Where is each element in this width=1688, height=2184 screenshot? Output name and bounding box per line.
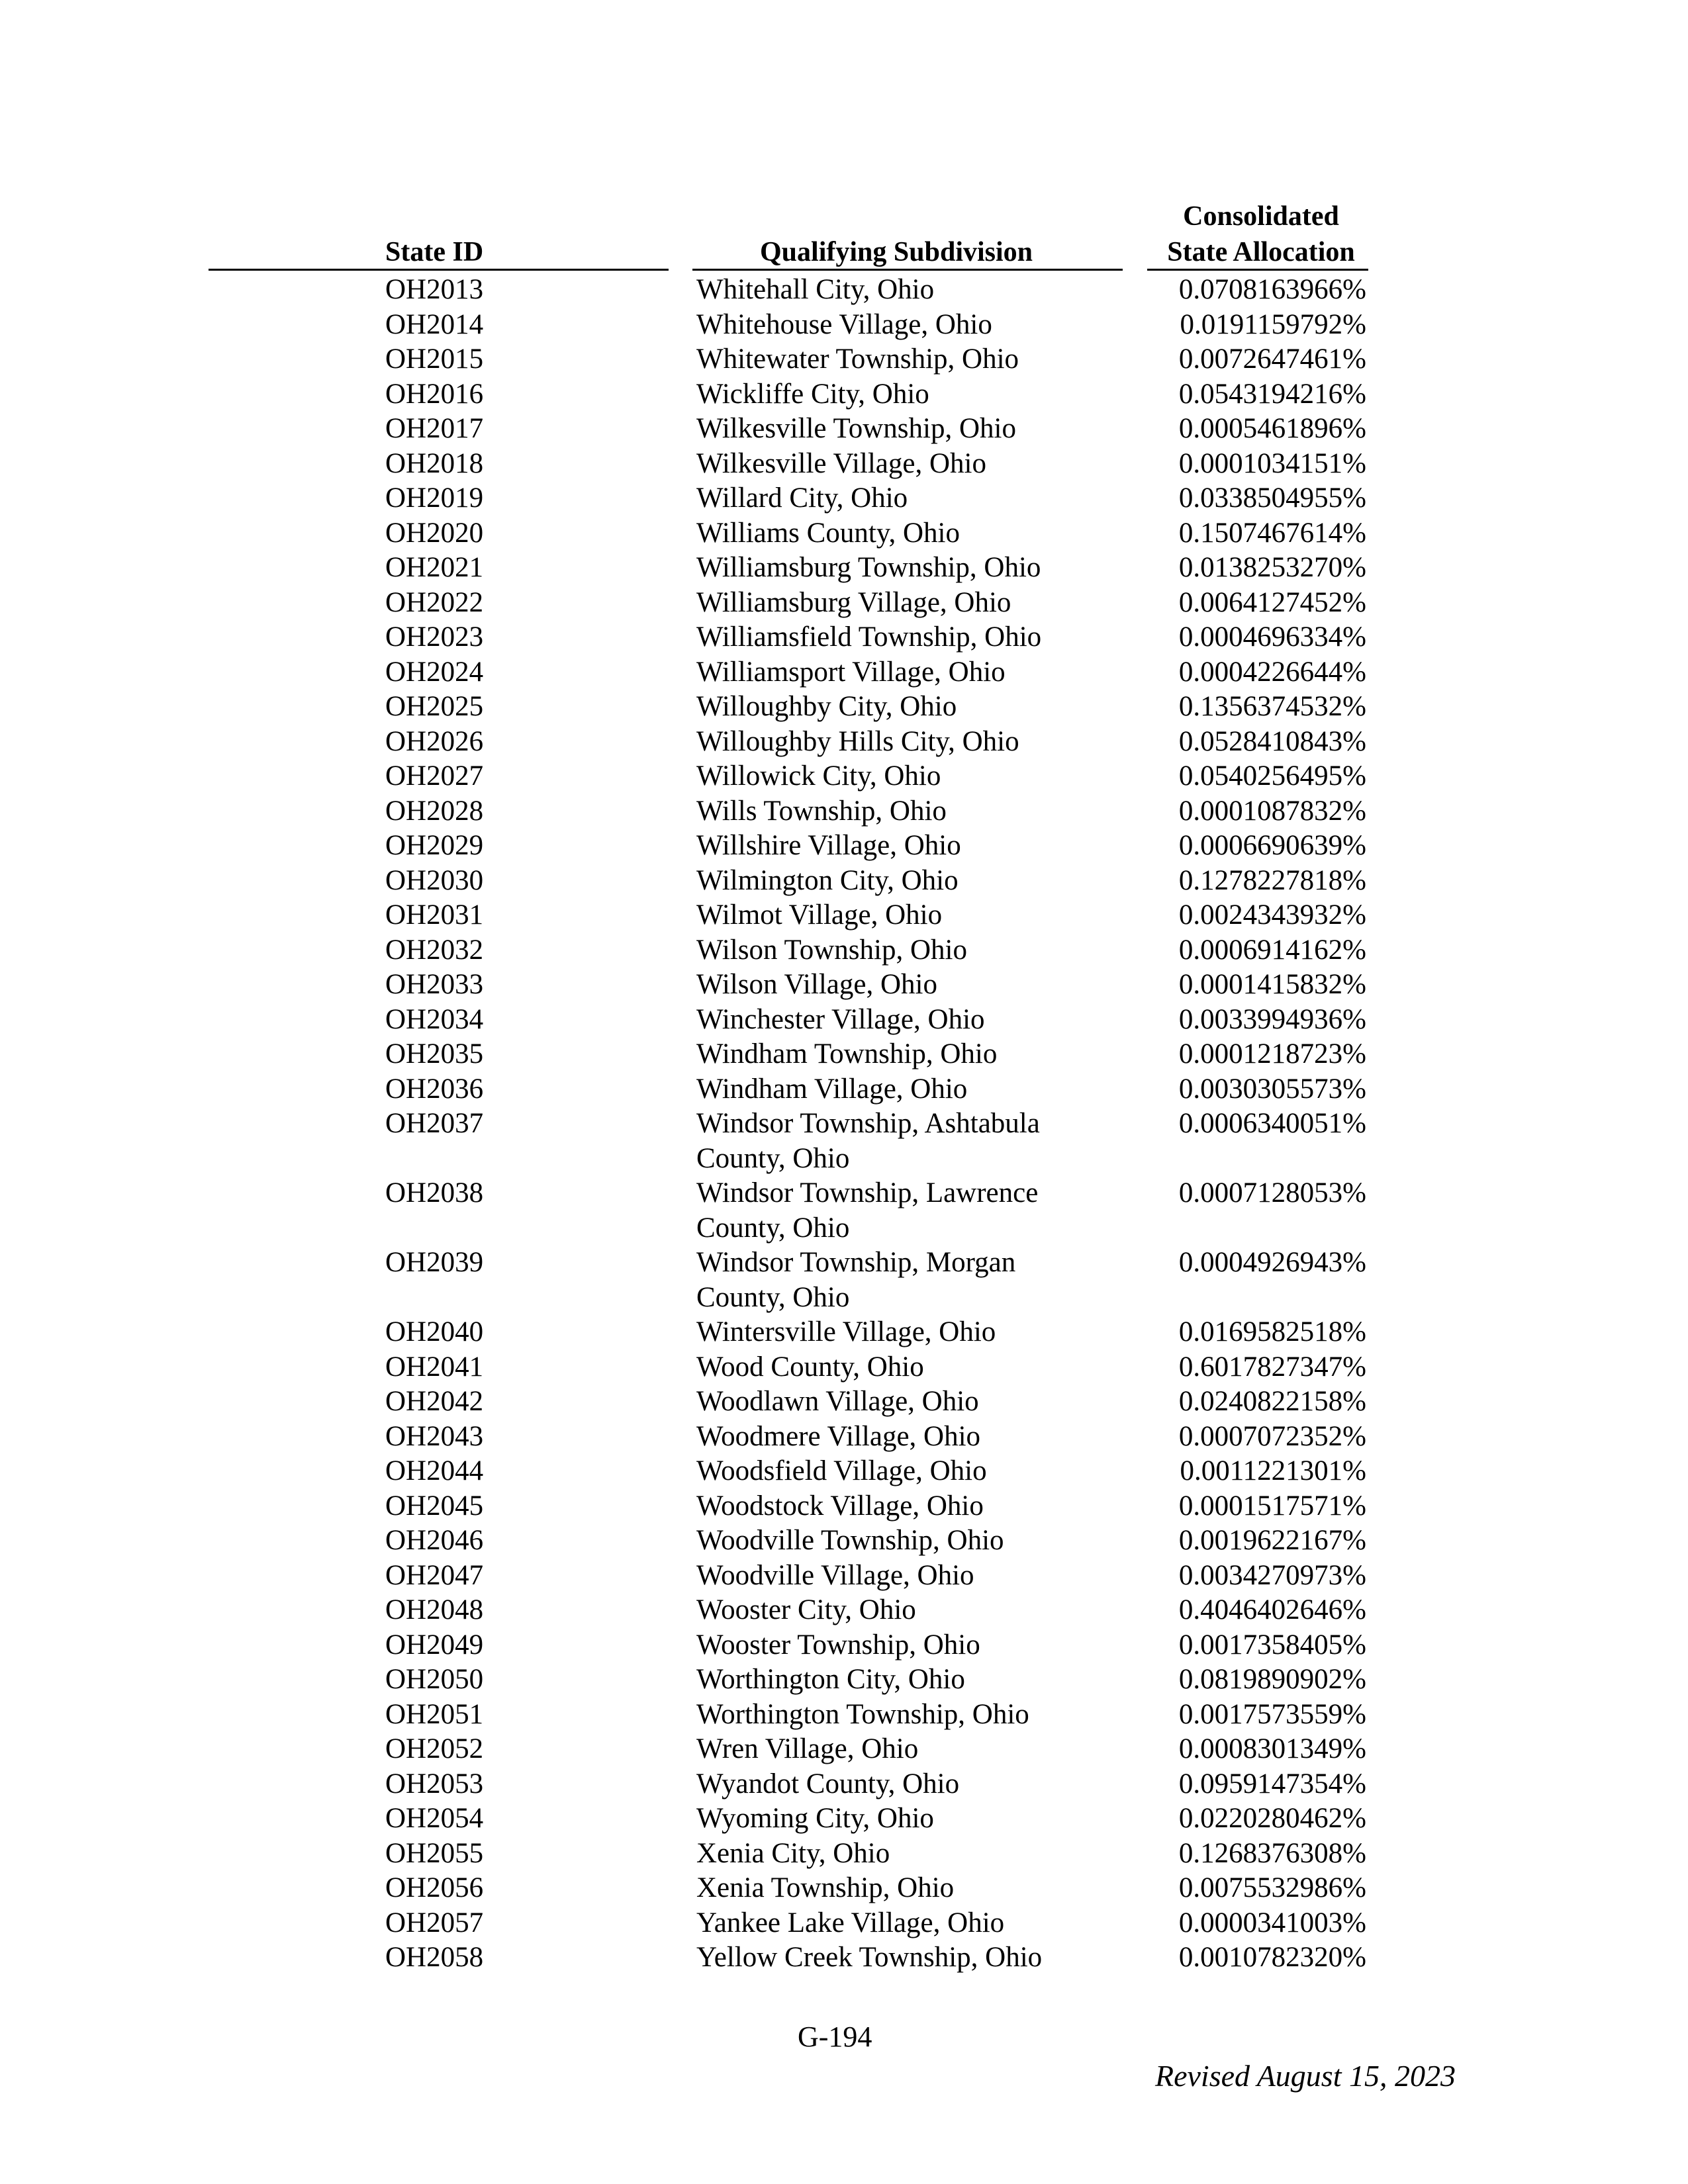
subdivision-cell [696,377,1120,412]
allocation-cell: 0.1507467614% [1178,517,1366,549]
subdivision-cell [696,1107,1120,1176]
subdivision-cell [696,412,1120,447]
state-id-cell: OH2057 [385,1907,484,1938]
subdivision-cell [696,1385,1120,1420]
state-id-cell: OH2028 [385,795,484,827]
state-id-cell: OH2027 [385,760,484,792]
allocation-cell: 0.0007072352% [1178,1420,1366,1452]
state-id-cell: OH2054 [385,1803,484,1834]
state-id-cell: OH2017 [385,413,484,444]
state-id-cell: OH2024 [385,656,484,688]
subdivision-line: Wills Township, Ohio [696,795,947,827]
subdivision-cell [696,725,1120,760]
subdivision-line: Willoughby City, Ohio [696,691,957,722]
subdivision-cell [696,620,1120,655]
subdivision-line: Wickliffe City, Ohio [696,378,929,410]
allocation-cell: 0.0034270973% [1178,1559,1366,1591]
header-qualifying-subdivision: Qualifying Subdivision [760,237,1033,267]
table-row [0,516,1688,551]
header-state-id: State ID [385,237,484,267]
subdivision-line: Wilkesville Village, Ohio [696,447,986,479]
state-id-cell: OH2038 [385,1177,484,1208]
table-row [0,1003,1688,1038]
allocation-cell: 0.0000341003% [1178,1907,1366,1938]
allocation-cell: 0.0072647461% [1178,343,1366,375]
subdivision-cell [696,1698,1120,1733]
header-rule-allocation [1147,269,1368,271]
subdivision-line: Wintersville Village, Ohio [696,1316,996,1347]
allocation-cell: 0.0220280462% [1178,1803,1366,1834]
subdivision-line: Wilmington City, Ohio [696,864,959,896]
table-row [0,794,1688,829]
allocation-cell: 0.0075532986% [1178,1872,1366,1903]
subdivision-cell [696,1871,1120,1906]
subdivision-cell [696,1767,1120,1802]
subdivision-line: Williams County, Ohio [696,517,961,549]
allocation-cell: 0.0338504955% [1178,482,1366,514]
allocation-cell: 0.1268376308% [1178,1837,1366,1869]
table-row [0,1767,1688,1802]
subdivision-cell [696,1072,1120,1107]
allocation-cell: 0.0007128053% [1178,1177,1366,1208]
table-row [0,1072,1688,1107]
table-row [0,759,1688,794]
state-id-cell: OH2050 [385,1664,484,1695]
subdivision-line: Winchester Village, Ohio [696,1003,985,1035]
subdivision-line: Worthington Township, Ohio [696,1698,1029,1730]
table-row [0,1489,1688,1524]
subdivision-line: Worthington City, Ohio [696,1664,965,1695]
allocation-cell: 0.0011221301% [1180,1455,1366,1486]
table-row [0,620,1688,655]
subdivision-line: Whitewater Township, Ohio [696,343,1019,375]
state-id-cell: OH2036 [385,1073,484,1105]
table-row [0,1628,1688,1663]
subdivision-cell [696,481,1120,516]
table-row [0,377,1688,412]
state-id-cell: OH2029 [385,830,484,861]
table-row [0,273,1688,308]
subdivision-cell [696,1593,1120,1628]
subdivision-cell [696,1837,1120,1872]
table-row [0,1454,1688,1489]
table-row [0,1906,1688,1941]
allocation-cell: 0.0008301349% [1178,1733,1366,1764]
subdivision-line: Wooster City, Ohio [696,1594,916,1625]
subdivision-cell [696,759,1120,794]
subdivision-cell [696,1489,1120,1524]
state-id-cell: OH2041 [385,1351,484,1383]
allocation-cell: 0.0001034151% [1178,447,1366,479]
table-row [0,725,1688,760]
subdivision-cell [696,864,1120,899]
allocation-cell: 0.1278227818% [1178,864,1366,896]
state-id-cell: OH2051 [385,1698,484,1730]
allocation-cell: 0.0959147354% [1178,1768,1366,1799]
table-row [0,829,1688,864]
subdivision-line: Windsor Township, Lawrence [696,1177,1039,1208]
subdivision-cell [696,1350,1120,1385]
subdivision-cell [696,1454,1120,1489]
subdivision-line: Xenia Township, Ohio [696,1872,955,1903]
page-number: G-194 [798,2021,872,2053]
subdivision-line: Wooster Township, Ohio [696,1629,980,1661]
table-row [0,1524,1688,1559]
table-row [0,1037,1688,1072]
state-id-cell: OH2021 [385,552,484,583]
state-id-cell: OH2030 [385,864,484,896]
subdivision-line: County, Ohio [696,1281,850,1313]
subdivision-line: Windham Village, Ohio [696,1073,968,1105]
table-row [0,1559,1688,1594]
subdivision-cell [696,1628,1120,1663]
subdivision-line: Yellow Creek Township, Ohio [696,1942,1043,1973]
state-id-cell: OH2033 [385,969,484,1000]
subdivision-cell [696,1732,1120,1767]
table-row [0,1420,1688,1455]
subdivision-line: Willard City, Ohio [696,482,908,514]
allocation-cell: 0.0001218723% [1178,1038,1366,1069]
subdivision-cell [696,794,1120,829]
state-id-cell: OH2022 [385,586,484,618]
subdivision-cell [696,586,1120,621]
state-id-cell: OH2053 [385,1768,484,1799]
subdivision-line: Whitehall City, Ohio [696,274,935,305]
state-id-cell: OH2020 [385,517,484,549]
allocation-cell: 0.0010782320% [1178,1942,1366,1973]
allocation-cell: 0.0543194216% [1178,378,1366,410]
state-id-cell: OH2023 [385,621,484,653]
state-id-cell: OH2035 [385,1038,484,1069]
allocation-cell: 0.4046402646% [1178,1594,1366,1625]
subdivision-cell [696,516,1120,551]
allocation-cell: 0.0033994936% [1178,1003,1366,1035]
subdivision-line: Willshire Village, Ohio [696,830,961,861]
subdivision-cell [696,551,1120,586]
subdivision-cell [696,447,1120,482]
allocation-cell: 0.0004926943% [1178,1247,1366,1278]
subdivision-line: Williamsburg Village, Ohio [696,586,1011,618]
allocation-cell: 0.0169582518% [1178,1316,1366,1347]
subdivision-line: Williamsfield Township, Ohio [696,621,1042,653]
subdivision-line: Wren Village, Ohio [696,1733,919,1764]
subdivision-line: Xenia City, Ohio [696,1837,890,1869]
allocation-cell: 0.1356374532% [1178,691,1366,722]
state-id-cell: OH2032 [385,934,484,966]
subdivision-cell [696,898,1120,933]
header-rule-subdivision [692,269,1123,271]
state-id-cell: OH2048 [385,1594,484,1625]
subdivision-cell [696,1176,1120,1246]
allocation-table-body [0,273,1688,1976]
table-row [0,1662,1688,1698]
subdivision-line: Wilmot Village, Ohio [696,899,943,931]
state-id-cell: OH2013 [385,274,484,305]
subdivision-cell [696,273,1120,308]
allocation-cell: 0.0005461896% [1178,413,1366,444]
header-allocation-line2: State Allocation [1167,237,1355,267]
state-id-cell: OH2040 [385,1316,484,1347]
subdivision-line: County, Ohio [696,1142,850,1174]
subdivision-cell [696,342,1120,377]
subdivision-line: County, Ohio [696,1212,850,1244]
table-row [0,690,1688,725]
subdivision-line: Wilkesville Township, Ohio [696,413,1016,444]
table-row [0,1698,1688,1733]
allocation-cell: 0.0001087832% [1178,795,1366,827]
subdivision-line: Woodville Village, Ohio [696,1559,974,1591]
allocation-cell: 0.0004226644% [1178,656,1366,688]
table-row [0,1940,1688,1976]
state-id-cell: OH2046 [385,1525,484,1556]
table-row [0,586,1688,621]
table-row [0,1385,1688,1420]
subdivision-line: Wilson Village, Ohio [696,969,937,1000]
subdivision-line: Woodmere Village, Ohio [696,1420,981,1452]
table-row [0,1315,1688,1350]
subdivision-cell [696,968,1120,1003]
table-row [0,1801,1688,1837]
state-id-cell: OH2039 [385,1247,484,1278]
allocation-cell: 0.0030305573% [1178,1073,1366,1105]
state-id-cell: OH2019 [385,482,484,514]
subdivision-cell [696,1801,1120,1837]
table-row [0,898,1688,933]
state-id-cell: OH2025 [385,691,484,722]
table-row [0,551,1688,586]
subdivision-cell [696,690,1120,725]
allocation-cell: 0.0528410843% [1178,725,1366,757]
allocation-cell: 0.0004696334% [1178,621,1366,653]
table-row [0,412,1688,447]
subdivision-line: Windham Township, Ohio [696,1038,998,1069]
state-id-cell: OH2056 [385,1872,484,1903]
subdivision-cell [696,1906,1120,1941]
state-id-cell: OH2042 [385,1386,484,1417]
allocation-cell: 0.0019622167% [1178,1525,1366,1556]
state-id-cell: OH2016 [385,378,484,410]
subdivision-cell [696,1420,1120,1455]
subdivision-line: Windsor Township, Morgan [696,1247,1016,1278]
state-id-cell: OH2031 [385,899,484,931]
state-id-cell: OH2047 [385,1559,484,1591]
table-row [0,481,1688,516]
subdivision-cell [696,308,1120,343]
allocation-cell: 0.0017358405% [1178,1629,1366,1661]
table-row [0,1871,1688,1906]
state-id-cell: OH2026 [385,725,484,757]
state-id-cell: OH2014 [385,308,484,340]
subdivision-line: Wilson Township, Ohio [696,934,967,966]
state-id-cell: OH2045 [385,1490,484,1522]
allocation-cell: 0.0001517571% [1178,1490,1366,1522]
allocation-cell: 0.0064127452% [1178,586,1366,618]
state-id-cell: OH2043 [385,1420,484,1452]
table-row [0,1593,1688,1628]
subdivision-cell [696,1246,1120,1315]
allocation-cell: 0.0006914162% [1178,934,1366,966]
header-consolidated-state-allocation [1152,199,1370,270]
table-row [0,1837,1688,1872]
subdivision-line: Windsor Township, Ashtabula [696,1108,1040,1139]
subdivision-line: Williamsport Village, Ohio [696,656,1006,688]
allocation-cell: 0.0024343932% [1178,899,1366,931]
allocation-cell: 0.0001415832% [1178,969,1366,1000]
table-row [0,447,1688,482]
subdivision-cell [696,1037,1120,1072]
table-row [0,968,1688,1003]
allocation-cell: 0.0708163966% [1178,274,1366,305]
subdivision-line: Williamsburg Township, Ohio [696,552,1041,583]
subdivision-line: Whitehouse Village, Ohio [696,308,992,340]
revision-date: Revised August 15, 2023 [1155,2059,1456,2093]
table-row [0,864,1688,899]
state-id-cell: OH2052 [385,1733,484,1764]
header-allocation-line1: Consolidated [1183,201,1339,232]
table-row [0,342,1688,377]
state-id-cell: OH2049 [385,1629,484,1661]
state-id-cell: OH2058 [385,1942,484,1973]
subdivision-cell [696,1003,1120,1038]
subdivision-line: Willoughby Hills City, Ohio [696,725,1019,757]
subdivision-line: Woodstock Village, Ohio [696,1490,984,1522]
allocation-cell: 0.0240822158% [1178,1386,1366,1417]
allocation-cell: 0.0006340051% [1178,1108,1366,1139]
subdivision-cell [696,655,1120,690]
subdivision-cell [696,1940,1120,1976]
subdivision-cell [696,829,1120,864]
subdivision-cell [696,1559,1120,1594]
allocation-cell: 0.6017827347% [1178,1351,1366,1383]
state-id-cell: OH2034 [385,1003,484,1035]
table-row [0,933,1688,968]
subdivision-cell [696,1524,1120,1559]
allocation-cell: 0.0819890902% [1178,1664,1366,1695]
subdivision-line: Yankee Lake Village, Ohio [696,1907,1005,1938]
state-id-cell: OH2044 [385,1455,484,1486]
table-row [0,655,1688,690]
table-row [0,1732,1688,1767]
subdivision-line: Wood County, Ohio [696,1351,924,1383]
state-id-cell: OH2055 [385,1837,484,1869]
subdivision-line: Woodville Township, Ohio [696,1525,1004,1556]
allocation-cell: 0.0540256495% [1178,760,1366,792]
state-id-cell: OH2018 [385,447,484,479]
table-row [0,1246,1688,1315]
table-row [0,1176,1688,1246]
allocation-cell: 0.0138253270% [1178,552,1366,583]
table-row [0,1350,1688,1385]
subdivision-cell [696,933,1120,968]
subdivision-line: Wyandot County, Ohio [696,1768,960,1799]
allocation-cell: 0.0191159792% [1180,308,1366,340]
state-id-cell: OH2015 [385,343,484,375]
state-id-cell: OH2037 [385,1108,484,1139]
allocation-cell: 0.0017573559% [1178,1698,1366,1730]
subdivision-cell [696,1662,1120,1698]
subdivision-cell [696,1315,1120,1350]
subdivision-line: Woodsfield Village, Ohio [696,1455,987,1486]
table-row [0,1107,1688,1176]
subdivision-line: Willowick City, Ohio [696,760,941,792]
table-row [0,308,1688,343]
subdivision-line: Woodlawn Village, Ohio [696,1386,979,1417]
allocation-cell: 0.0006690639% [1178,830,1366,861]
header-rule-state-id [209,269,669,271]
subdivision-line: Wyoming City, Ohio [696,1803,934,1834]
